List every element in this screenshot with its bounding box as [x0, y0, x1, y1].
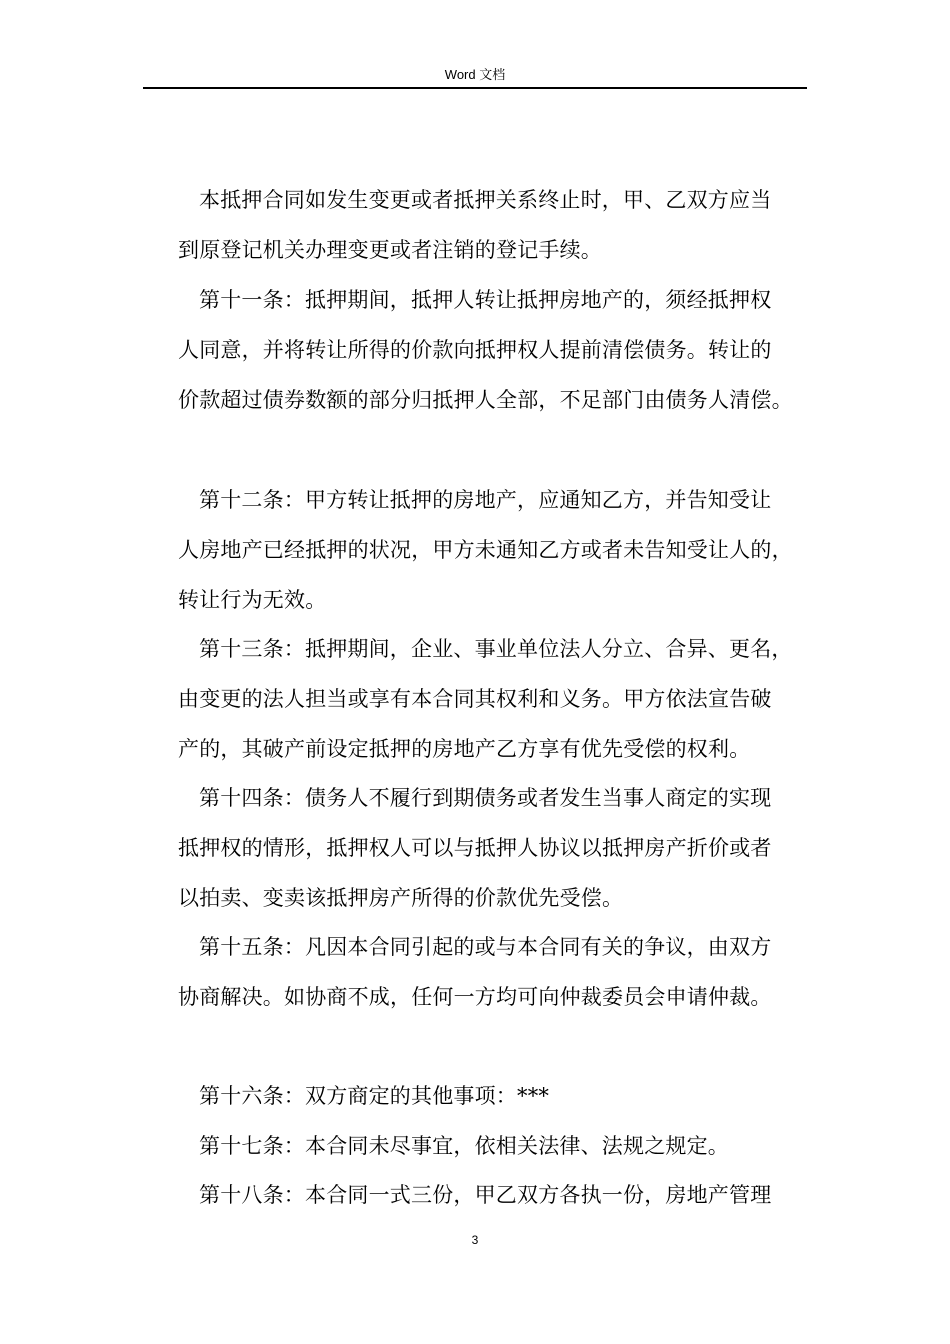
paragraph-line: 第十六条：双方商定的其他事项：*** — [199, 1084, 550, 1108]
paragraph-line: 人房地产已经抵押的状况，甲方未通知乙方或者未告知受让人的， — [178, 538, 793, 562]
paragraph-line: 协商解决。如协商不成，任何一方均可向仲裁委员会申请仲裁。 — [178, 985, 772, 1009]
paragraph-line: 价款超过债券数额的部分归抵押人全部，不足部门由债务人清偿。 — [178, 388, 793, 412]
paragraph-line: 第十一条：抵押期间，抵押人转让抵押房地产的，须经抵押权 — [199, 288, 772, 312]
paragraph-line: 转让行为无效。 — [178, 588, 327, 612]
paragraph-line: 第十四条：债务人不履行到期债务或者发生当事人商定的实现 — [199, 786, 772, 810]
paragraph-line: 抵押权的情形，抵押权人可以与抵押人协议以抵押房产折价或者 — [178, 836, 772, 860]
header-title: Word 文档 — [444, 67, 506, 82]
paragraph-line: 第十八条：本合同一式三份，甲乙双方各执一份，房地产管理 — [199, 1183, 772, 1207]
paragraph-line: 第十七条：本合同未尽事宜，依相关法律、法规之规定。 — [199, 1134, 729, 1158]
header-divider — [143, 87, 807, 89]
paragraph-line: 人同意，并将转让所得的价款向抵押权人提前清偿债务。转让的 — [178, 338, 772, 362]
paragraph-line: 由变更的法人担当或享有本合同其权利和义务。甲方依法宣告破 — [178, 687, 772, 711]
paragraph-line: 以拍卖、变卖该抵押房产所得的价款优先受偿。 — [178, 886, 624, 910]
paragraph-line: 第十二条：甲方转让抵押的房地产，应通知乙方，并告知受让 — [199, 488, 772, 512]
paragraph-line: 本抵押合同如发生变更或者抵押关系终止时，甲、乙双方应当 — [199, 188, 772, 212]
paragraph-line: 第十三条：抵押期间，企业、事业单位法人分立、合异、更名， — [199, 637, 793, 661]
page-number: 3 — [471, 1233, 479, 1247]
paragraph-line: 产的，其破产前设定抵押的房地产乙方享有优先受偿的权利。 — [178, 737, 751, 761]
paragraph-line: 到原登记机关办理变更或者注销的登记手续。 — [178, 238, 602, 262]
paragraph-line: 第十五条：凡因本合同引起的或与本合同有关的争议，由双方 — [199, 935, 772, 959]
